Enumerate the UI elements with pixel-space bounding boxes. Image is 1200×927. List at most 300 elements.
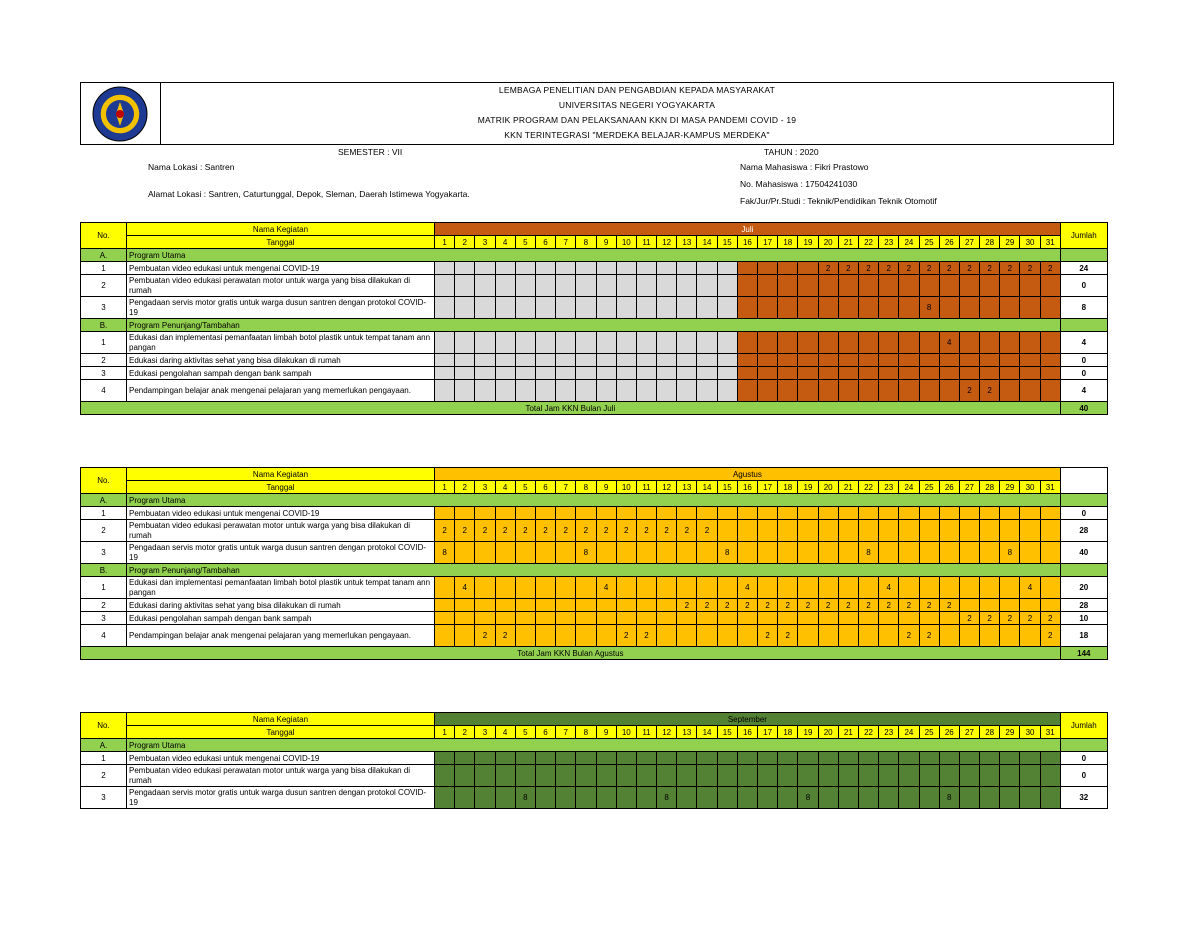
day-cell [697, 262, 717, 275]
day-cell [535, 354, 555, 367]
day-cell [455, 380, 475, 402]
day-header: 4 [495, 726, 515, 739]
day-cell [677, 275, 697, 297]
day-header: 24 [899, 726, 919, 739]
day-cell [939, 520, 959, 542]
day-cell [596, 625, 616, 647]
activity-label: Pembuatan video edukasi perawatan motor untuk warga yang bisa dilakukan di rumah [127, 520, 435, 542]
day-hours-value: 2 [455, 520, 475, 542]
day-cell [596, 332, 616, 354]
day-cell [576, 612, 596, 625]
day-cell [838, 507, 858, 520]
day-header: 8 [576, 236, 596, 249]
day-header: 29 [1000, 726, 1020, 739]
day-cell [980, 367, 1000, 380]
day-header: 11 [636, 481, 656, 494]
day-cell [717, 380, 737, 402]
day-cell [556, 765, 576, 787]
day-hours-value: 4 [1020, 577, 1040, 599]
jumlah-header-empty [1060, 468, 1107, 494]
day-cell [1020, 367, 1040, 380]
section-code: A. [81, 739, 127, 752]
day-cell [959, 625, 979, 647]
day-hours-value: 2 [475, 520, 495, 542]
activity-row [81, 612, 1108, 625]
day-cell [899, 520, 919, 542]
day-header: 26 [939, 481, 959, 494]
day-hours-value: 2 [717, 599, 737, 612]
day-header: 28 [980, 481, 1000, 494]
day-cell [899, 367, 919, 380]
day-cell [495, 262, 515, 275]
day-hours-value: 2 [899, 262, 919, 275]
day-cell [798, 507, 818, 520]
day-cell [818, 577, 838, 599]
day-cell [475, 787, 495, 809]
day-hours-value: 4 [596, 577, 616, 599]
day-cell [636, 367, 656, 380]
day-header: 19 [798, 236, 818, 249]
day-cell [657, 354, 677, 367]
day-cell [677, 787, 697, 809]
day-cell [858, 354, 878, 367]
day-hours-value: 2 [657, 520, 677, 542]
day-hours-value: 2 [818, 599, 838, 612]
activity-row [81, 367, 1108, 380]
day-cell [596, 262, 616, 275]
day-cell [899, 612, 919, 625]
day-cell [596, 612, 616, 625]
tanggal-header: Tanggal [127, 236, 435, 249]
day-cell [657, 332, 677, 354]
day-cell [919, 787, 939, 809]
day-cell [455, 787, 475, 809]
day-cell [858, 765, 878, 787]
day-cell [838, 380, 858, 402]
day-header: 28 [980, 726, 1000, 739]
day-cell [798, 752, 818, 765]
activity-row [81, 332, 1108, 354]
day-cell [838, 752, 858, 765]
day-cell [636, 262, 656, 275]
day-header: 28 [980, 236, 1000, 249]
day-cell [697, 787, 717, 809]
day-cell [1020, 542, 1040, 564]
day-cell [778, 380, 798, 402]
day-hours-value: 8 [858, 542, 878, 564]
section-code: A. [81, 494, 127, 507]
day-cell [879, 787, 899, 809]
day-cell [980, 332, 1000, 354]
day-header: 19 [798, 726, 818, 739]
day-header: 4 [495, 481, 515, 494]
day-header: 4 [495, 236, 515, 249]
day-cell [596, 599, 616, 612]
day-cell [535, 262, 555, 275]
day-hours-value: 2 [697, 520, 717, 542]
row-number: 2 [81, 520, 127, 542]
day-cell [758, 380, 778, 402]
day-header: 6 [535, 726, 555, 739]
day-header: 5 [515, 726, 535, 739]
day-header: 5 [515, 236, 535, 249]
day-header: 9 [596, 481, 616, 494]
day-cell [697, 275, 717, 297]
day-cell [455, 625, 475, 647]
day-hours-value: 2 [939, 599, 959, 612]
row-number: 4 [81, 625, 127, 647]
day-cell [576, 787, 596, 809]
day-cell [455, 542, 475, 564]
day-cell [455, 275, 475, 297]
day-cell [697, 765, 717, 787]
day-cell [677, 262, 697, 275]
day-cell [879, 507, 899, 520]
month-name: Juli [435, 223, 1061, 236]
day-cell [596, 275, 616, 297]
day-cell [959, 297, 979, 319]
row-number: 1 [81, 332, 127, 354]
day-cell [657, 765, 677, 787]
day-cell [818, 612, 838, 625]
row-jumlah: 0 [1060, 275, 1107, 297]
month-name: September [435, 713, 1061, 726]
day-cell [879, 542, 899, 564]
section-jumlah-blank [1060, 564, 1107, 577]
day-cell [495, 612, 515, 625]
day-cell [1020, 625, 1040, 647]
day-cell [697, 612, 717, 625]
day-cell [717, 752, 737, 765]
day-header: 23 [879, 726, 899, 739]
day-cell [858, 380, 878, 402]
day-cell [959, 752, 979, 765]
day-cell [515, 612, 535, 625]
day-cell [576, 275, 596, 297]
nama-kegiatan-header: Nama Kegiatan [127, 713, 435, 726]
day-cell [616, 765, 636, 787]
day-cell [475, 354, 495, 367]
day-hours-value: 2 [636, 520, 656, 542]
day-hours-value: 8 [939, 787, 959, 809]
day-cell [677, 354, 697, 367]
day-cell [475, 367, 495, 380]
day-cell [899, 542, 919, 564]
day-cell [919, 507, 939, 520]
row-jumlah: 0 [1060, 765, 1107, 787]
day-cell [717, 625, 737, 647]
day-cell [657, 380, 677, 402]
day-cell [535, 507, 555, 520]
day-cell [858, 752, 878, 765]
day-cell [576, 367, 596, 380]
day-cell [717, 275, 737, 297]
day-hours-value: 2 [838, 262, 858, 275]
day-cell [616, 275, 636, 297]
day-header: 6 [535, 236, 555, 249]
day-cell [717, 577, 737, 599]
day-cell [1040, 367, 1060, 380]
day-cell [576, 577, 596, 599]
day-hours-value: 2 [959, 612, 979, 625]
day-hours-value: 2 [1000, 612, 1020, 625]
day-cell [798, 577, 818, 599]
day-cell [535, 787, 555, 809]
day-cell [576, 380, 596, 402]
day-cell [1020, 520, 1040, 542]
day-cell [1020, 787, 1040, 809]
day-header: 21 [838, 236, 858, 249]
day-cell [697, 380, 717, 402]
day-hours-value: 2 [616, 520, 636, 542]
day-cell [737, 752, 757, 765]
day-cell [879, 612, 899, 625]
day-header: 20 [818, 236, 838, 249]
row-number: 1 [81, 577, 127, 599]
day-cell [939, 275, 959, 297]
activity-row [81, 380, 1108, 402]
day-cell [535, 367, 555, 380]
day-cell [657, 297, 677, 319]
day-header: 7 [556, 236, 576, 249]
row-jumlah: 28 [1060, 599, 1107, 612]
day-cell [657, 752, 677, 765]
day-hours-value: 2 [980, 262, 1000, 275]
activity-label: Edukasi dan implementasi pemanfaatan limbah botol plastik untuk tempat tanam ann pangan [127, 577, 435, 599]
document-header [80, 82, 1114, 145]
day-cell [798, 262, 818, 275]
day-cell [1040, 354, 1060, 367]
day-cell [838, 332, 858, 354]
day-cell [858, 332, 878, 354]
day-hours-value: 8 [657, 787, 677, 809]
day-cell [919, 612, 939, 625]
day-cell [616, 612, 636, 625]
day-cell [959, 577, 979, 599]
day-cell [515, 367, 535, 380]
day-cell [455, 262, 475, 275]
day-cell [616, 332, 636, 354]
day-cell [576, 625, 596, 647]
day-header: 27 [959, 726, 979, 739]
day-header: 3 [475, 236, 495, 249]
section-jumlah-blank [1060, 739, 1107, 752]
day-cell [818, 380, 838, 402]
day-cell [657, 262, 677, 275]
day-cell [535, 752, 555, 765]
day-cell [798, 765, 818, 787]
day-header: 25 [919, 481, 939, 494]
section-title: Program Utama [127, 494, 1061, 507]
day-hours-value: 4 [879, 577, 899, 599]
day-cell [717, 612, 737, 625]
no-header: No. [81, 223, 127, 249]
day-cell [1040, 520, 1060, 542]
nama-mahasiswa: Nama Mahasiswa : Fikri Prastowo [740, 162, 869, 172]
day-cell [838, 577, 858, 599]
day-header: 26 [939, 726, 959, 739]
day-cell [455, 297, 475, 319]
day-cell [717, 332, 737, 354]
day-cell [899, 507, 919, 520]
day-cell [778, 262, 798, 275]
day-cell [959, 520, 979, 542]
day-cell [616, 297, 636, 319]
day-cell [576, 752, 596, 765]
day-cell [980, 542, 1000, 564]
no-header: No. [81, 713, 127, 739]
day-header: 1 [435, 726, 455, 739]
day-cell [919, 275, 939, 297]
day-cell [737, 625, 757, 647]
day-cell [838, 367, 858, 380]
day-cell [515, 599, 535, 612]
day-cell [939, 625, 959, 647]
day-cell [1020, 765, 1040, 787]
day-cell [677, 542, 697, 564]
day-cell [1040, 507, 1060, 520]
day-cell [576, 332, 596, 354]
day-header: 17 [758, 726, 778, 739]
day-header: 10 [616, 726, 636, 739]
day-cell [778, 577, 798, 599]
day-cell [1000, 297, 1020, 319]
day-header: 10 [616, 481, 636, 494]
activity-label: Pembuatan video edukasi untuk mengenai COVID-19 [127, 507, 435, 520]
day-hours-value: 8 [515, 787, 535, 809]
activity-label: Edukasi daring aktivitas sehat yang bisa dilakukan di rumah [127, 599, 435, 612]
day-cell [737, 507, 757, 520]
day-header: 2 [455, 726, 475, 739]
day-header: 14 [697, 481, 717, 494]
day-cell [899, 380, 919, 402]
day-cell [435, 752, 455, 765]
day-cell [677, 752, 697, 765]
day-header: 24 [899, 481, 919, 494]
day-cell [535, 542, 555, 564]
day-cell [435, 612, 455, 625]
day-cell [899, 332, 919, 354]
header-line-2: UNIVERSITAS NEGERI YOGYAKARTA [558, 100, 716, 110]
day-header: 1 [435, 481, 455, 494]
day-header: 2 [455, 236, 475, 249]
row-number: 2 [81, 599, 127, 612]
day-cell [1000, 332, 1020, 354]
day-header: 27 [959, 236, 979, 249]
day-cell [959, 367, 979, 380]
day-cell [717, 262, 737, 275]
day-cell [717, 765, 737, 787]
activity-row [81, 507, 1108, 520]
day-header: 30 [1020, 481, 1040, 494]
day-cell [737, 367, 757, 380]
day-hours-value: 2 [616, 625, 636, 647]
day-cell [596, 752, 616, 765]
row-number: 1 [81, 752, 127, 765]
day-hours-value: 4 [939, 332, 959, 354]
day-cell [657, 599, 677, 612]
day-hours-value: 2 [1040, 262, 1060, 275]
activity-label: Pengadaan servis motor gratis untuk warga dusun santren dengan protokol COVID-19 [127, 542, 435, 564]
day-header: 11 [636, 236, 656, 249]
day-cell [758, 520, 778, 542]
day-header: 29 [1000, 481, 1020, 494]
day-hours-value: 2 [475, 625, 495, 647]
day-cell [535, 275, 555, 297]
day-cell [798, 332, 818, 354]
day-cell [475, 275, 495, 297]
day-cell [818, 507, 838, 520]
day-cell [980, 507, 1000, 520]
day-cell [758, 332, 778, 354]
day-cell [515, 765, 535, 787]
day-hours-value: 2 [879, 599, 899, 612]
header-line-3: MATRIK PROGRAM DAN PELAKSANAAN KKN DI MASA PANDEMI COVID - 19 [477, 115, 797, 125]
day-cell [556, 599, 576, 612]
row-jumlah: 0 [1060, 752, 1107, 765]
day-cell [515, 380, 535, 402]
activity-label: Pembuatan video edukasi untuk mengenai COVID-19 [127, 752, 435, 765]
day-cell [798, 367, 818, 380]
day-cell [556, 354, 576, 367]
day-header: 27 [959, 481, 979, 494]
day-cell [798, 542, 818, 564]
day-cell [737, 765, 757, 787]
day-cell [818, 752, 838, 765]
day-header: 2 [455, 481, 475, 494]
day-cell [717, 354, 737, 367]
day-cell [636, 765, 656, 787]
day-hours-value: 2 [778, 625, 798, 647]
day-cell [616, 380, 636, 402]
day-header: 24 [899, 236, 919, 249]
jumlah-header: Jumlah [1060, 223, 1107, 249]
day-cell [858, 507, 878, 520]
day-cell [1000, 752, 1020, 765]
day-cell [515, 332, 535, 354]
row-jumlah: 0 [1060, 367, 1107, 380]
day-cell [515, 354, 535, 367]
activity-row [81, 520, 1108, 542]
day-cell [455, 765, 475, 787]
day-cell [838, 354, 858, 367]
day-header: 16 [737, 481, 757, 494]
day-cell [435, 275, 455, 297]
day-cell [677, 367, 697, 380]
day-cell [1040, 275, 1060, 297]
day-cell [515, 577, 535, 599]
day-cell [778, 752, 798, 765]
no-mahasiswa: No. Mahasiswa : 17504241030 [740, 179, 858, 189]
day-cell [899, 752, 919, 765]
day-cell [636, 787, 656, 809]
day-cell [677, 612, 697, 625]
day-cell [1000, 380, 1020, 402]
day-cell [455, 354, 475, 367]
day-cell [818, 332, 838, 354]
jumlah-header: Jumlah [1060, 713, 1107, 739]
activity-row [81, 765, 1108, 787]
day-cell [636, 332, 656, 354]
day-cell [959, 507, 979, 520]
day-header: 15 [717, 726, 737, 739]
day-cell [636, 599, 656, 612]
activity-label: Edukasi pengolahan sampah dengan bank sampah [127, 612, 435, 625]
month-table-agustus [80, 467, 1108, 660]
day-cell [1040, 752, 1060, 765]
section-code: B. [81, 319, 127, 332]
day-cell [475, 599, 495, 612]
